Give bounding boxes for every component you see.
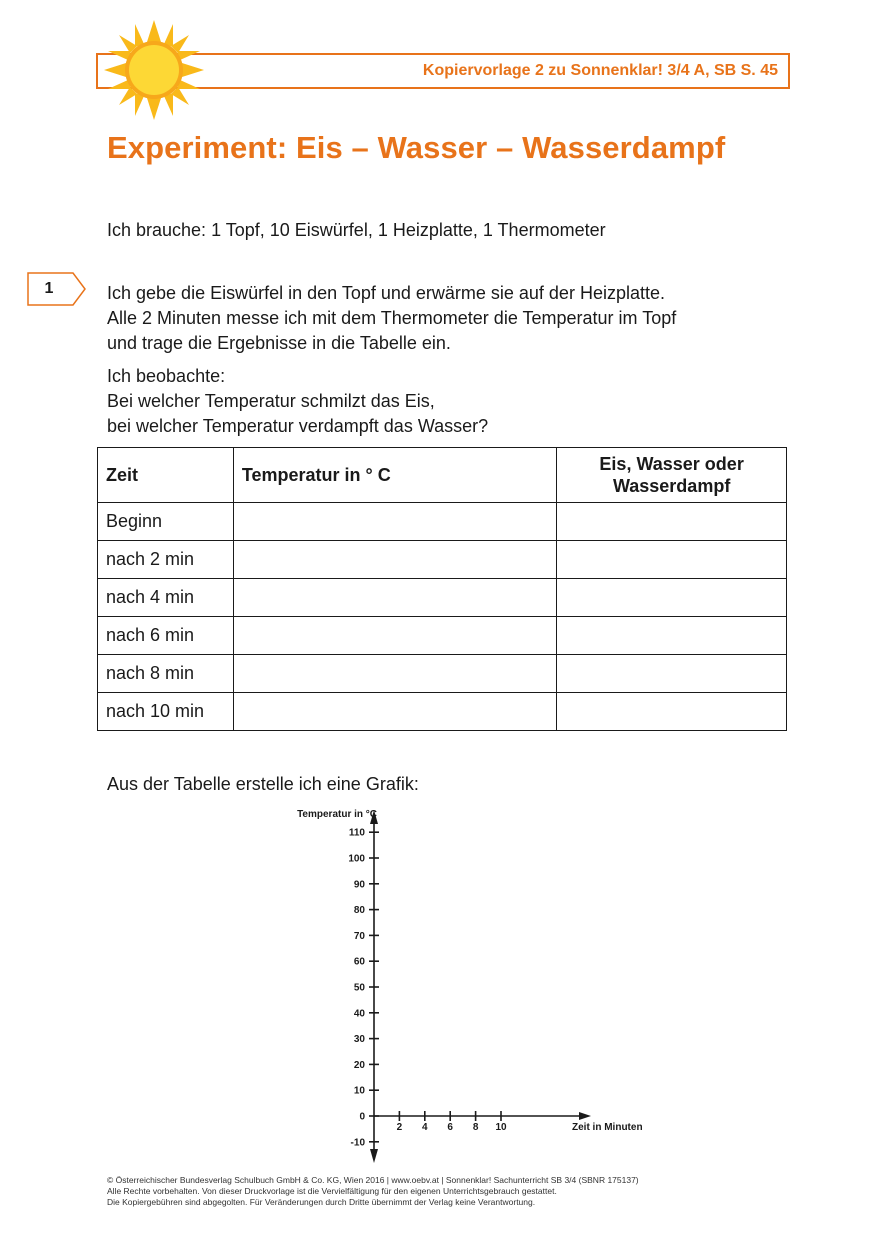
footer-line: Alle Rechte vorbehalten. Von dieser Druckvorlage ist die Vervielfältigung für den eigenen Unterrichtsgebrauch gestattet. — [107, 1186, 557, 1196]
materials-text: Ich brauche: 1 Topf, 10 Eiswürfel, 1 Heizplatte, 1 Thermometer — [107, 220, 606, 240]
table-row — [98, 541, 787, 579]
state-cell[interactable] — [557, 503, 787, 541]
x-tick-label: 4 — [422, 1122, 428, 1133]
y-tick-label: 30 — [353, 1034, 365, 1046]
footer-line: Die Kopiergebühren sind abgegolten. Für Veränderungen durch Dritte übernimmt der Verlag keine Verantwortung. — [107, 1197, 536, 1207]
temperature-cell[interactable] — [233, 693, 556, 731]
y-tick-label: 100 — [348, 853, 365, 865]
temperature-cell[interactable] — [233, 503, 556, 541]
footer-line: © Österreichischer Bundesverlag Schulbuch GmbH & Co. KG, Wien 2016 | www.oebv.at | Sonnenklar! Sachunterricht SB 3/4 (SBNR 175137) — [107, 1175, 639, 1185]
state-cell[interactable] — [557, 655, 787, 693]
x-tick-label: 6 — [447, 1122, 453, 1133]
footer-copyright — [107, 1175, 639, 1208]
column-header-state-line: Eis, Wasser oder — [599, 454, 744, 474]
state-cell[interactable] — [557, 617, 787, 655]
x-tick-label: 10 — [495, 1122, 507, 1133]
task-number: 1 — [44, 280, 54, 297]
y-axis-down-arrow-icon — [370, 1149, 378, 1163]
graph-intro-text: Aus der Tabelle erstelle ich eine Grafik: — [107, 774, 419, 794]
table-row — [98, 617, 787, 655]
y-tick-label: 60 — [353, 956, 365, 968]
y-tick-label: 40 — [353, 1008, 365, 1020]
table-row — [98, 655, 787, 693]
table-row — [98, 579, 787, 617]
instruction-line: Alle 2 Minuten messe ich mit dem Thermometer die Temperatur im Topf — [107, 308, 677, 328]
state-cell[interactable] — [557, 579, 787, 617]
y-tick-label: 50 — [353, 982, 365, 994]
temperature-cell[interactable] — [233, 617, 556, 655]
time-cell: Beginn — [98, 503, 234, 541]
time-cell: nach 10 min — [98, 693, 234, 731]
column-header-state — [557, 448, 787, 503]
task-instructions — [107, 281, 676, 356]
y-tick-label: 80 — [353, 905, 365, 917]
temperature-time-graph — [290, 800, 660, 1165]
y-tick-label: 70 — [353, 930, 365, 942]
measurement-table — [97, 447, 787, 731]
temperature-cell[interactable] — [233, 579, 556, 617]
table-row — [98, 503, 787, 541]
x-axis-label: Zeit in Minuten — [572, 1122, 643, 1133]
y-tick-label: 20 — [353, 1059, 365, 1071]
sun-logo-icon — [104, 20, 204, 120]
temperature-cell[interactable] — [233, 541, 556, 579]
state-cell[interactable] — [557, 693, 787, 731]
y-axis-label: Temperatur in °C — [297, 809, 377, 820]
x-tick-label: 2 — [396, 1122, 403, 1133]
observation-questions — [107, 364, 488, 439]
time-cell: nach 2 min — [98, 541, 234, 579]
header-reference: Kopiervorlage 2 zu Sonnenklar! 3/4 A, SB S. 45 — [422, 62, 778, 79]
table-header-row — [98, 448, 787, 503]
temperature-cell[interactable] — [233, 655, 556, 693]
y-tick-label: 90 — [353, 879, 365, 891]
y-tick-label: -10 — [350, 1137, 365, 1149]
x-tick-label: 8 — [472, 1122, 479, 1133]
x-axis-arrow-icon — [579, 1112, 591, 1120]
observation-line: bei welcher Temperatur verdampft das Wasser? — [107, 416, 489, 436]
y-tick-label: 10 — [353, 1085, 365, 1097]
instruction-line: Ich gebe die Eiswürfel in den Topf und erwärme sie auf der Heizplatte. — [107, 283, 665, 303]
column-header-temperature: Temperatur in ° C — [233, 448, 556, 503]
time-cell: nach 6 min — [98, 617, 234, 655]
y-tick-label: 110 — [348, 827, 365, 839]
time-cell: nach 8 min — [98, 655, 234, 693]
page-title: Experiment: Eis – Wasser – Wasserdampf — [107, 130, 726, 165]
state-cell[interactable] — [557, 541, 787, 579]
time-cell: nach 4 min — [98, 579, 234, 617]
column-header-state-line: Wasserdampf — [612, 476, 731, 496]
observation-line: Ich beobachte: — [107, 366, 226, 386]
column-header-time: Zeit — [98, 448, 234, 503]
y-tick-label: 0 — [359, 1111, 365, 1123]
instruction-line: und trage die Ergebnisse in die Tabelle ein. — [107, 333, 451, 353]
observation-line: Bei welcher Temperatur schmilzt das Eis, — [107, 391, 435, 411]
table-row — [98, 693, 787, 731]
